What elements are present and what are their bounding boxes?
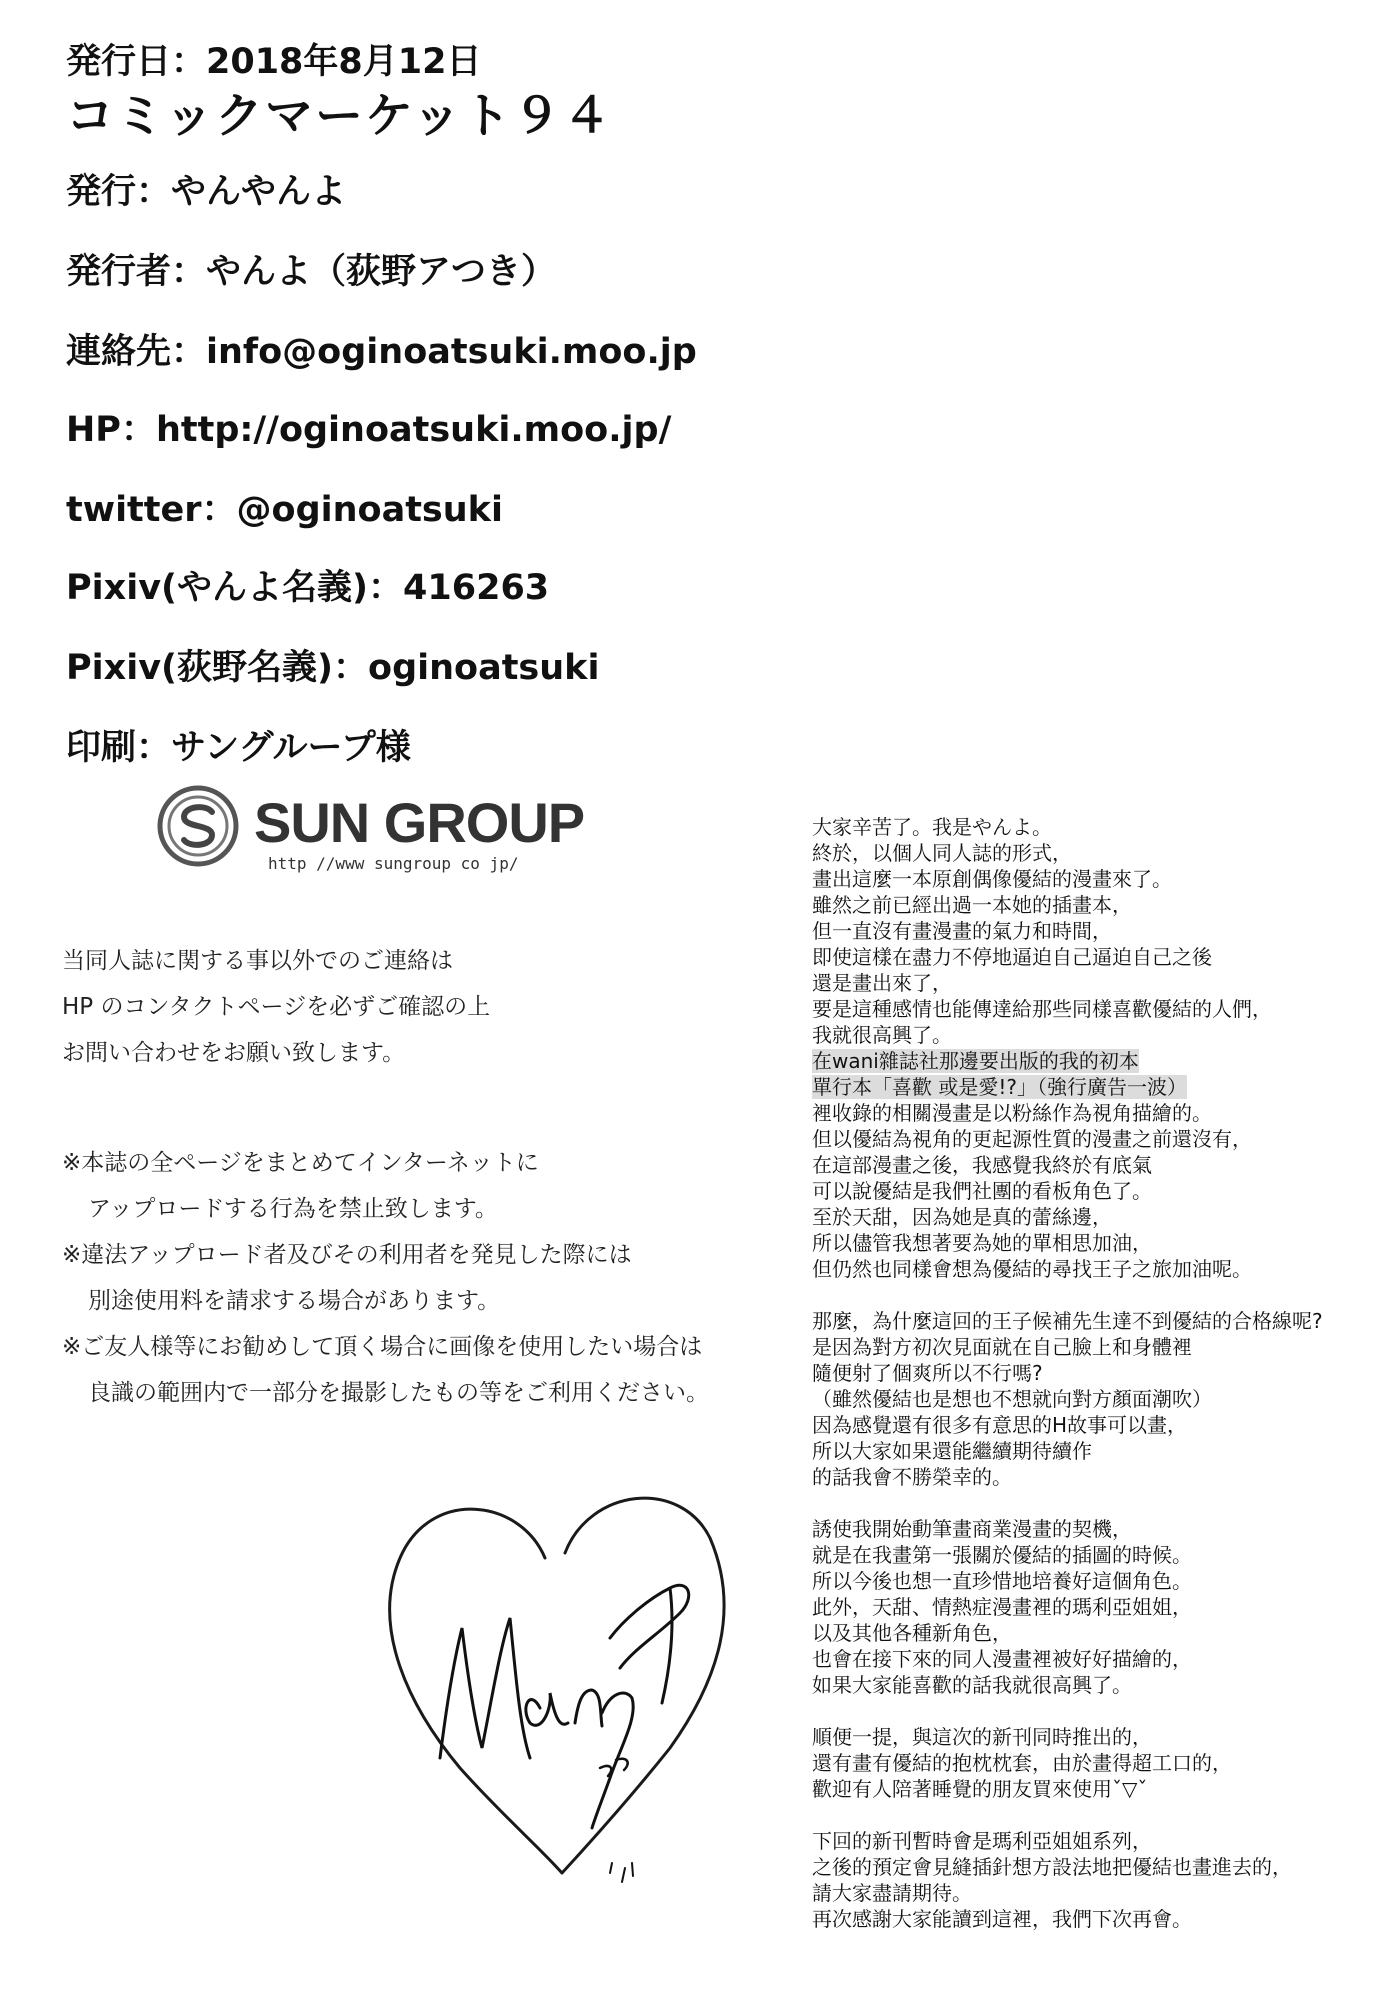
afterword-paragraph: [812, 1308, 1372, 1490]
afterword-line: 但一直沒有畫漫畫的氣力和時間，: [812, 919, 1112, 943]
afterword-line: 所以儘管我想著要為她的單相思加油，: [812, 1231, 1152, 1255]
afterword-line: 單行本「喜歡 或是愛!?」（強行廣告一波）: [812, 1075, 1187, 1099]
afterword-line: 雖然之前已經出過一本她的插畫本，: [812, 893, 1132, 917]
logo-name: SUN GROUP: [254, 791, 585, 854]
afterword-line: 請大家盡請期待。: [812, 1881, 972, 1905]
afterword-line: 那麼，為什麼這回的王子候補先生達不到優結的合格線呢?: [812, 1309, 1323, 1333]
afterword-line: 如果大家能喜歡的話我就很高興了。: [812, 1673, 1132, 1697]
contact-note-line: お問い合わせをお願い致します。: [62, 1040, 406, 1066]
afterword-line: 裡收錄的相關漫畫是以粉絲作為視角描繪的。: [812, 1101, 1212, 1125]
afterword-line: 再次感謝大家能讀到這裡，我們下次再會。: [812, 1907, 1192, 1931]
afterword-line: 因為感覺還有很多有意思的H故事可以畫，: [812, 1413, 1188, 1437]
notice-line: ※違法アップロード者及びその利用者を発見した際には: [62, 1242, 632, 1268]
afterword-line: 隨便射了個爽所以不行嗎?: [812, 1361, 1043, 1385]
heart-outline: [390, 1498, 724, 1873]
afterword-line: 可以說優結是我們社團的看板角色了。: [812, 1179, 1152, 1203]
afterword-line: 的話我會不勝榮幸的。: [812, 1465, 1012, 1489]
notice-line: 良識の範囲内で一部分を撮影したもの等をご利用ください。: [88, 1380, 709, 1406]
pixiv-ogino: Pixiv(荻野名義)：oginoatsuki: [66, 648, 600, 688]
notice-line: ※本誌の全ページをまとめてインターネットに: [62, 1150, 539, 1176]
afterword-line: 我就很高興了。: [812, 1023, 952, 1047]
contact-note: [62, 938, 490, 1076]
signature-stroke: [610, 1863, 633, 1882]
afterword-line: 此外，天甜、情熱症漫畫裡的瑪利亞姐姐，: [812, 1595, 1192, 1619]
printer: 印刷：サングループ様: [66, 728, 411, 768]
afterword-line: 畫出這麼一本原創偶像優結的漫畫來了。: [812, 867, 1172, 891]
sun-group-logo: [156, 784, 596, 880]
afterword-line: 歡迎有人陪著睡覺的朋友買來使用ˇ▽ˇ: [812, 1777, 1148, 1801]
afterword-line: 也會在接下來的同人漫畫裡被好好描繪的，: [812, 1647, 1192, 1671]
afterword-line: 就是在我畫第一張關於優結的插圖的時候。: [812, 1543, 1192, 1567]
afterword-line: 所以大家如果還能繼續期待續作: [812, 1439, 1092, 1463]
afterword-line: 大家辛苦了。我是やんよ。: [812, 815, 1052, 839]
upload-notice: [62, 1140, 709, 1416]
signature-stroke: [440, 1618, 530, 1758]
afterword-line: 下回的新刊暫時會是瑪利亞姐姐系列，: [812, 1829, 1152, 1853]
afterword-line: 在wani雜誌社那邊要出版的我的初本: [812, 1049, 1139, 1073]
event-name: コミックマーケット９４: [66, 88, 613, 144]
notice-line: ※ご友人様等にお勧めして頂く場合に画像を使用したい場合は: [62, 1334, 703, 1360]
contact-email: 連絡先：info@oginoatsuki.moo.jp: [66, 332, 697, 372]
logo-url: http //www sungroup co jp/: [268, 854, 519, 873]
afterword-line: 但以優結為視角的更起源性質的漫畫之前還沒有，: [812, 1127, 1252, 1151]
twitter-handle: twitter：@oginoatsuki: [66, 490, 503, 530]
afterword-line: 以及其他各種新角色，: [812, 1621, 1012, 1645]
signature-stroke: [526, 1693, 568, 1725]
contact-note-line: 当同人誌に関する事以外でのご連絡は: [62, 948, 453, 974]
signature-stroke: [610, 1585, 689, 1703]
afterword-line: （雖然優結也是想也不想就向對方顏面潮吹）: [812, 1387, 1212, 1411]
publisher: 発行：やんやんよ: [66, 172, 347, 212]
contact-note-line: HP のコンタクトページを必ずご確認の上: [62, 994, 491, 1020]
homepage-url: HP：http://oginoatsuki.moo.jp/: [66, 410, 672, 450]
afterword-paragraph: [812, 1828, 1372, 1932]
afterword: [812, 814, 1372, 1958]
afterword-line: 是因為對方初次見面就在自己臉上和身體裡: [812, 1335, 1192, 1359]
afterword-line: 所以今後也想一直珍惜地培養好這個角色。: [812, 1569, 1192, 1593]
afterword-line: 要是這種感情也能傳達給那些同樣喜歡優結的人們，: [812, 997, 1272, 1021]
afterword-line: 即使這樣在盡力不停地逼迫自己逼迫自己之後: [812, 945, 1212, 969]
afterword-line: 至於天甜，因為她是真的蕾絲邊，: [812, 1205, 1112, 1229]
afterword-line: 終於，以個人同人誌的形式，: [812, 841, 1072, 865]
notice-line: アップロードする行為を禁止致します。: [88, 1196, 498, 1222]
afterword-line: 誘使我開始動筆畫商業漫畫的契機，: [812, 1517, 1132, 1541]
afterword-line: 還是畫出來了，: [812, 971, 952, 995]
afterword-line: 順便一提，與這次的新刊同時推出的，: [812, 1725, 1152, 1749]
afterword-line: 之後的預定會見縫插針想方設法地把優結也畫進去的，: [812, 1855, 1292, 1879]
afterword-line: 在這部漫畫之後，我感覺我終於有底氣: [812, 1153, 1152, 1177]
afterword-paragraph: [812, 1724, 1372, 1802]
handwritten-signature: [370, 1478, 740, 1888]
sun-group-logo-icon: [156, 784, 240, 868]
issue-date: 発行日：2018年8月12日: [66, 42, 482, 82]
afterword-line: 但仍然也同樣會想為優結的尋找王子之旅加油呢。: [812, 1257, 1252, 1281]
issuer: 発行者：やんよ（荻野アつき）: [66, 252, 557, 292]
notice-line: 別途使用料を請求する場合があります。: [88, 1288, 501, 1314]
afterword-line: 還有畫有優結的抱枕枕套，由於畫得超工口的，: [812, 1751, 1232, 1775]
afterword-paragraph: [812, 814, 1372, 1282]
afterword-paragraph: [812, 1516, 1372, 1698]
pixiv-yanyo: Pixiv(やんよ名義)：416263: [66, 568, 550, 608]
